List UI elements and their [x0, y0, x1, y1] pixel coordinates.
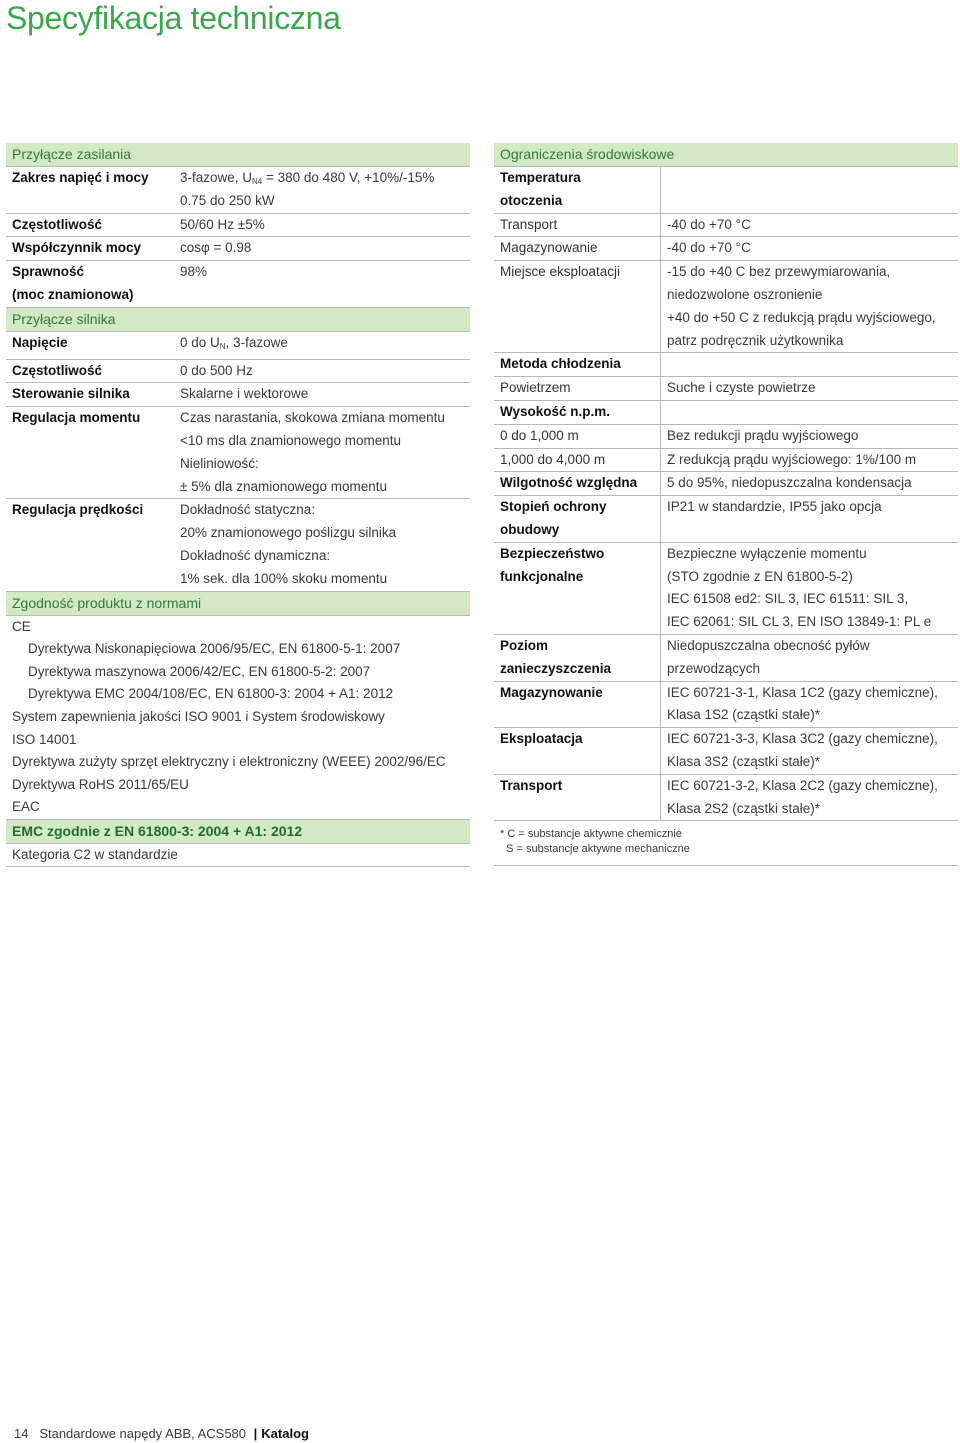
spec-row-air — [494, 377, 958, 401]
footnote — [494, 821, 958, 866]
spec-value — [661, 728, 958, 774]
spec-key — [6, 261, 170, 307]
section-header-power: Przyłącze zasilania — [6, 143, 470, 167]
spec-key: Zakres napięć i mocy — [12, 170, 149, 185]
safety-line: IEC 61508 ed2: SIL 3, IEC 61511: SIL 3, — [667, 591, 909, 607]
spec-value: Z redukcją prądu wyjściowego: 1%/100 m — [667, 451, 917, 467]
spec-row-site-temp — [494, 261, 958, 353]
spec-row-storage-class — [494, 682, 958, 729]
section-header-compliance: Zgodność produktu z normami — [6, 592, 470, 616]
footnote-line: S = substancje aktywne mechaniczne — [500, 843, 690, 856]
speed-line: Dokładność statyczna: — [180, 502, 316, 518]
storage-class-line: IEC 60721-3-1, Klasa 1C2 (gazy chemiczne), — [667, 684, 938, 700]
spec-value — [661, 401, 958, 424]
spec-row-altitude-1 — [494, 425, 958, 449]
spec-row-storage-temp — [494, 237, 958, 261]
spec-value — [661, 635, 958, 681]
footnote-line: * C = substancje aktywne chemicznie — [500, 828, 682, 841]
spec-value: Suche i czyste powietrze — [667, 380, 816, 396]
spec-value — [661, 261, 958, 352]
compliance-item: CE — [12, 618, 31, 634]
spec-value: cosφ = 0.98 — [180, 240, 252, 256]
site-line: +40 do +50 C z redukcją prądu wyjściowego, — [667, 309, 936, 325]
right-column — [494, 143, 958, 866]
speed-line: 1% sek. dla 100% skoku momentu — [180, 570, 388, 586]
spec-value — [661, 167, 958, 213]
spec-row-cooling — [494, 353, 958, 377]
spec-row-transport-temp — [494, 214, 958, 238]
operation-class-line: IEC 60721-3-3, Klasa 3C2 (gazy chemiczne), — [667, 731, 938, 747]
spec-key: Wilgotność względna — [494, 472, 661, 495]
safety-key-2: funkcjonalne — [500, 568, 584, 584]
spec-row-safety — [494, 543, 958, 635]
spec-key: Częstotliwość — [12, 216, 103, 232]
page-number: 14 — [14, 1426, 29, 1441]
page-title: Specyfikacja techniczna — [6, 0, 341, 36]
site-line: -15 do +40 C bez przewymiarowania, — [667, 264, 891, 280]
spec-row-operation-class — [494, 728, 958, 775]
footer-catalog: Katalog — [261, 1426, 309, 1441]
temperature-key-2: otoczenia — [500, 192, 563, 208]
emc-value — [6, 844, 470, 868]
spec-value — [170, 499, 470, 590]
efficiency-key-1: Sprawność — [12, 264, 85, 280]
spec-row-temperature — [494, 167, 958, 214]
spec-value: Bez redukcji prądu wyjściowego — [667, 427, 859, 443]
spec-value — [661, 353, 958, 376]
spec-row-pollution — [494, 635, 958, 682]
emc-category: Kategoria C2 w standardzie — [12, 846, 178, 862]
compliance-item: ISO 14001 — [12, 731, 77, 747]
safety-key-1: Bezpieczeństwo — [500, 545, 605, 561]
voltage-subscript: N4 — [252, 177, 263, 186]
transport-class-line: Klasa 2S2 (cząstki stałe)* — [667, 800, 821, 816]
spec-value — [661, 543, 958, 634]
spec-key: Miejsce eksploatacji — [494, 261, 661, 352]
compliance-item: Dyrektywa zużyty sprzęt elektryczny i elektroniczny (WEEE) 2002/96/EC — [12, 754, 446, 770]
spec-value — [170, 167, 470, 213]
torque-line: Nieliniowość: — [180, 455, 259, 471]
spec-value: -40 do +70 °C — [667, 216, 751, 232]
spec-key: 1,000 do 4,000 m — [494, 449, 661, 472]
spec-key: Częstotliwość — [12, 362, 103, 378]
spec-value — [170, 332, 470, 359]
torque-line: ± 5% dla znamionowego momentu — [180, 478, 388, 494]
spec-value — [661, 775, 958, 821]
spec-key: Magazynowanie — [494, 237, 661, 260]
power-range: 0.75 do 250 kW — [180, 192, 275, 208]
spec-value — [170, 407, 470, 498]
compliance-item: Dyrektywa maszynowa 2006/42/EC, EN 61800-5-2: 2007 — [28, 663, 371, 679]
safety-line: (STO zgodnie z EN 61800-5-2) — [667, 568, 853, 584]
spec-row-power-factor — [6, 237, 470, 261]
left-column — [6, 143, 470, 867]
torque-line: Czas narastania, skokowa zmiana momentu — [180, 410, 445, 426]
spec-key — [494, 635, 661, 681]
page-footer — [14, 1426, 309, 1441]
section-header-environment: Ograniczenia środowiskowe — [494, 143, 958, 167]
compliance-item: Dyrektywa EMC 2004/108/EC, EN 61800-3: 2004 + A1: 2012 — [28, 686, 394, 702]
storage-class-line: Klasa 1S2 (cząstki stałe)* — [667, 707, 821, 723]
spec-value: -40 do +70 °C — [667, 240, 751, 256]
spec-value: 50/60 Hz ±5% — [180, 216, 265, 232]
speed-line: 20% znamionowego poślizgu silnika — [180, 525, 397, 541]
motor-voltage-b: , 3-fazowe — [225, 334, 288, 350]
spec-key: Transport — [494, 214, 661, 237]
speed-line: Dokładność dynamiczna: — [180, 547, 331, 563]
voltage-text-a: 3-fazowe, U — [180, 170, 253, 185]
footer-text: Standardowe napędy ABB, ACS580 — [39, 1426, 247, 1441]
operation-class-line: Klasa 3S2 (cząstki stałe)* — [667, 753, 821, 769]
section-header-motor: Przyłącze silnika — [6, 308, 470, 332]
spec-value: Skalarne i wektorowe — [180, 386, 309, 402]
motor-voltage-a: 0 do U — [180, 334, 220, 350]
transport-class-line: IEC 60721-3-2, Klasa 2C2 (gazy chemiczne), — [667, 777, 938, 793]
spec-row-motor-control — [6, 383, 470, 407]
spec-key: 0 do 1,000 m — [494, 425, 661, 448]
spec-key: Współczynnik mocy — [12, 240, 142, 256]
compliance-item: System zapewnienia jakości ISO 9001 i System środowiskowy — [12, 708, 385, 724]
pollution-key-1: Poziom — [500, 637, 549, 653]
compliance-item: Dyrektywa Niskonapięciowa 2006/95/EC, EN 61800-5-1: 2007 — [28, 641, 401, 657]
temperature-key-1: Temperatura — [500, 170, 581, 185]
efficiency-key-2: (moc znamionowa) — [12, 286, 134, 302]
spec-value: 0 do 500 Hz — [180, 362, 253, 378]
spec-row-speed-control — [6, 499, 470, 591]
spec-value — [661, 682, 958, 728]
ip-key-2: obudowy — [500, 521, 560, 537]
spec-key — [494, 543, 661, 634]
spec-value: 5 do 95%, niedopuszczalna kondensacja — [667, 475, 912, 491]
section-header-emc: EMC zgodnie z EN 61800-3: 2004 + A1: 2012 — [6, 820, 470, 844]
spec-key: Wysokość n.p.m. — [494, 401, 661, 424]
spec-row-frequency — [6, 214, 470, 238]
spec-key: Sterowanie silnika — [12, 386, 130, 402]
spec-key: Regulacja prędkości — [12, 502, 144, 518]
pollution-key-2: zanieczyszczenia — [500, 660, 612, 676]
ip-key-1: Stopień ochrony — [500, 499, 607, 515]
safety-line: IEC 62061: SIL CL 3, EN ISO 13849-1: PL e — [667, 614, 932, 630]
compliance-item: Dyrektywa RoHS 2011/65/EU — [12, 776, 189, 792]
spec-key: Napięcie — [12, 334, 68, 350]
spec-row-efficiency — [6, 261, 470, 308]
spec-key — [494, 496, 661, 542]
spec-row-humidity — [494, 472, 958, 496]
site-line: niedozwolone oszronienie — [667, 286, 823, 302]
spec-key — [494, 167, 661, 213]
footer-separator: | — [253, 1426, 258, 1441]
spec-key: Magazynowanie — [494, 682, 661, 728]
compliance-list — [6, 616, 470, 820]
spec-value: IP21 w standardzie, IP55 jako opcja — [667, 499, 882, 515]
spec-row-motor-voltage — [6, 332, 470, 360]
torque-line: <10 ms dla znamionowego momentu — [180, 432, 401, 448]
spec-key: Regulacja momentu — [12, 410, 141, 426]
pollution-line: Niedopuszczalna obecność pyłów — [667, 637, 870, 653]
spec-key: Powietrzem — [494, 377, 661, 400]
spec-row-motor-frequency — [6, 360, 470, 384]
voltage-text-b: = 380 do 480 V, +10%/-15% — [262, 170, 435, 185]
safety-line: Bezpieczne wyłączenie momentu — [667, 545, 867, 561]
pollution-line: przewodzących — [667, 660, 761, 676]
spec-row-altitude-2 — [494, 449, 958, 473]
compliance-item: EAC — [12, 799, 40, 815]
spec-row-voltage-power — [6, 167, 470, 214]
spec-key: Transport — [494, 775, 661, 821]
site-line: patrz podręcznik użytkownika — [667, 332, 844, 348]
spec-key: Metoda chłodzenia — [494, 353, 661, 376]
spec-row-torque-control — [6, 407, 470, 499]
spec-row-transport-class — [494, 775, 958, 822]
spec-row-altitude — [494, 401, 958, 425]
spec-row-protection — [494, 496, 958, 543]
spec-key: Eksploatacja — [494, 728, 661, 774]
spec-value: 98% — [180, 264, 208, 280]
motor-voltage-subscript: N — [219, 341, 226, 351]
